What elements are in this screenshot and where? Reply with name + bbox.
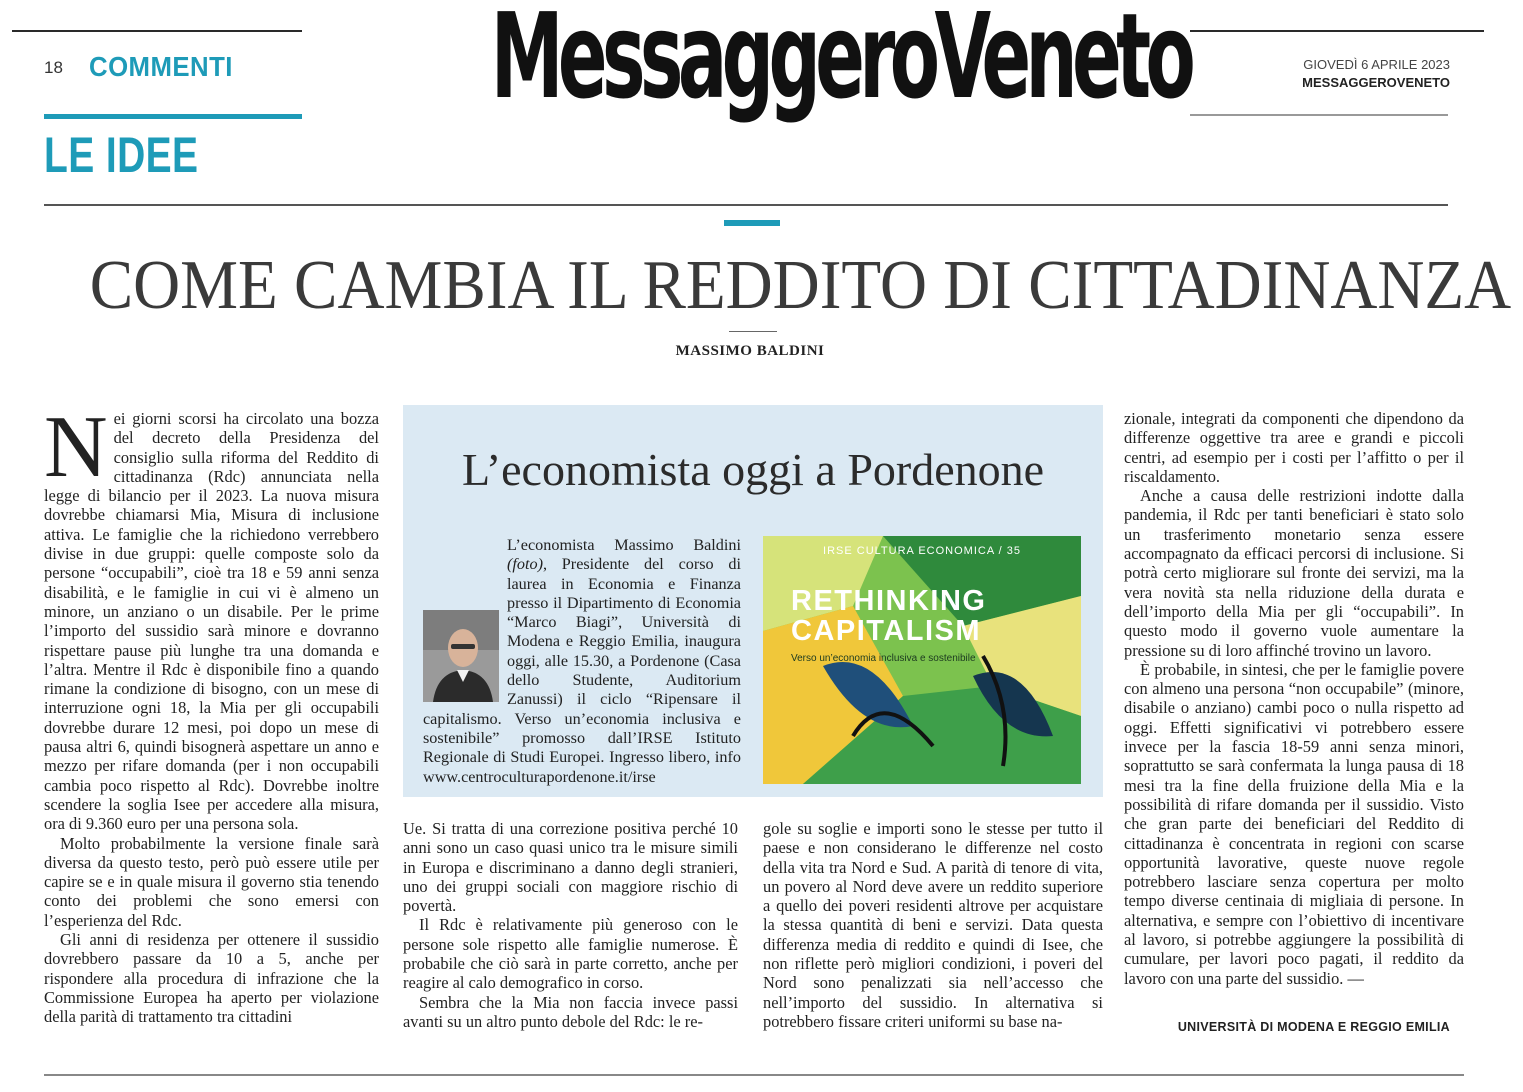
page-number: 18 [44, 58, 63, 77]
photo-reference: (foto) [507, 555, 543, 574]
event-box-title: L’economista oggi a Pordenone [461, 444, 1045, 495]
title-accent-bar [724, 220, 780, 226]
paragraph: Ue. Si tratta di una correzione positiva perché 10 anni sono un caso quasi unico tra le misure simili in Europa e discriminano a danno degli stranieri, uno dei gruppi sociali con maggiore rischio di povertà. [403, 819, 738, 916]
article-title: COME CAMBIA IL REDDITO DI CITTADINANZA [89, 247, 1512, 324]
dateline [1302, 56, 1450, 92]
paragraph: Nei giorni scorsi ha circolato una bozza del decreto della Presidenza del consiglio sulla riforma del Reddito di cittadinanza (Rdc) annunciata nella legge di bilancio per il 2023. La nuova misura dovrebbe chiamarsi Mia, Misura di inclusione attiva. Le famiglie che la richiedono verrebbero divise in due gruppi: quelle composte solo da persone “occupabili”, cioè tra 18 e 59 anni senza disabilità, e le famiglie in cui vi è almeno un minore, un anziano o un disabile. Per le prime l’importo del sussidio sarà minore e dovranno rispettare pause più lunghe tra una domanda e l’altra. Mentre il Rdc è disponibile fino a quando rimane la condizione di bisogno, con un mese di interruzione ogni 18, la Mia per gli occupabili dovrebbe durare 12 mesi, poi dopo un mese di pausa altri 6, quindi bisognerà aspettare un anno e mezzo per rifare domanda (per i non occupabili cambia poco rispetto al Rdc). Dovrebbe inoltre scendere la soglia Isee per accedere alla misura, ora di 9.360 euro per una persona sola. [44, 399, 379, 834]
paragraph: gole su soglie e importi sono le stesse per tutto il paese e non considerano le differenze nel costo della vita tra Nord e Sud. A parità di tenore di vita, un povero al Nord deve avere un reddito superiore a quello dei poveri residenti altrove per acquistare la stessa quantità di beni e servizi. Data questa differenza media di reddito e quindi di Isee, che non riflette però migliori condizioni, i poveri del Nord sono penalizzati sia nell’accesso che nell’importo del sussidio. In alternativa si potrebbero fissare criteri uniformi su base na- [763, 819, 1103, 1031]
byline-rule [729, 331, 777, 332]
kicker: LE IDEE [44, 127, 199, 183]
section-divider [44, 204, 1448, 206]
paragraph: Molto probabilmente la versione finale sarà diversa da questo testo, però può essere utile per capire se e in quale misura il governo stia tenendo conto dei problemi che sono emersi con l’esperienza del Rdc. [44, 833, 379, 930]
book-cover [763, 536, 1081, 784]
kicker-bar [44, 114, 302, 119]
masthead-logo: MessaggeroVeneto [490, 0, 1191, 125]
paragraph: Sembra che la Mia non faccia invece passi avanti su un altro punto debole del Rdc: le re- [403, 992, 738, 1031]
portrait-image [423, 610, 499, 702]
column-1 [44, 399, 379, 1027]
paragraph: zionale, integrati da componenti che dipendono da differenze oggettive tra aree e grandi e piccoli centri, ad esempio per i costi per l’affitto o per il riscaldamento. [1124, 409, 1464, 486]
footer-rule [44, 1074, 1464, 1076]
column-4 [1124, 409, 1464, 988]
section-label: COMMENTI [89, 51, 233, 82]
author-affiliation: UNIVERSITÀ DI MODENA E REGGIO EMILIA [1177, 1020, 1450, 1034]
event-box-text: L’economista Massimo Baldini (foto), Presidente del corso di laurea in Economia e Finanza presso il Dipartimento di Economia “Marco Biagi”, Università di Modena e Reggio Emilia, inaugura oggi, alle 15.30, a Pordenone (Casa dello Studente, Auditorium Zanussi) il ciclo “Ripensare il capitalismo. Verso un’economia inclusiva e sostenibile” promosso dall’IRSE Istituto Regionale di Studi Europei. Ingresso libero, info www.centroculturapordenone.it/irse [423, 536, 741, 786]
paragraph: Gli anni di residenza per ottenere il sussidio dovrebbero passare da 10 a 5, anche per rispondere alla procedura di infrazione che la Commissione Europea ha aperto per violazione della parità di trattamento tra cittadini [44, 930, 379, 1027]
paragraph: È probabile, in sintesi, che per le famiglie povere con almeno una persona “non occupabile” (minore, disabile o anziano) cambi poco o nulla rispetto ad oggi. Effetti significativi vi potrebbero essere invece per la fascia 18-59 anni senza minori, soprattutto se sarà confermata la lunga pausa di 18 mesi tra la fine della fruizione della Mia e la possibilità di rifare domanda per il sussidio. Visto che gran parte dei beneficiari del Reddito di cittadinanza è concentrata in regioni con scarse opportunità lavorative, queste nuove regole potrebbero lasciare senza copertura per molto tempo diverse centinaia di migliaia di persone. In alternativa, e sempre con l’obiettivo di incentivare al lavoro, si potrebbe aggiungere la possibilità di cumulare, per lavori poco pagati, il reddito da lavoro con una parte del sussidio. — [1124, 659, 1464, 988]
author-photo [423, 610, 499, 702]
event-box [403, 405, 1103, 797]
paragraph: Il Rdc è relativamente più generoso con le persone sole rispetto alle famiglie numerose. È probabile che ciò sarà in parte corretto, anche per reagire al calo demografico in corso. [403, 915, 738, 993]
paragraph: Anche a causa delle restrizioni indotte dalla pandemia, il Rdc per tanti beneficiari è stato solo un trasferimento monetario senza essere accompagnato da efficaci percorsi di inclusione. Si potrà certo migliorare sul fronte dei servizi, ma la vera novità sta nella riduzione della durata e dell’importo della Mia per gli “occupabili”. In questo modo il governo vuole aumentare la pressione su di loro affinché trovino un lavoro. [1124, 486, 1464, 660]
cover-subtitle: Verso un’economia inclusiva e sostenibile [791, 653, 976, 664]
column-3 [763, 819, 1103, 1031]
byline: MASSIMO BALDINI [675, 343, 825, 359]
cover-series: IRSE CULTURA ECONOMICA / 35 [823, 545, 1021, 557]
cover-title: RETHINKING CAPITALISM [791, 585, 987, 647]
dropcap: N [44, 399, 108, 496]
paper-name: MESSAGGEROVENETO [1302, 75, 1450, 90]
column-2 [403, 819, 738, 1031]
header-rule-right [1190, 114, 1448, 116]
issue-date: GIOVEDÌ 6 APRILE 2023 [1303, 57, 1450, 72]
